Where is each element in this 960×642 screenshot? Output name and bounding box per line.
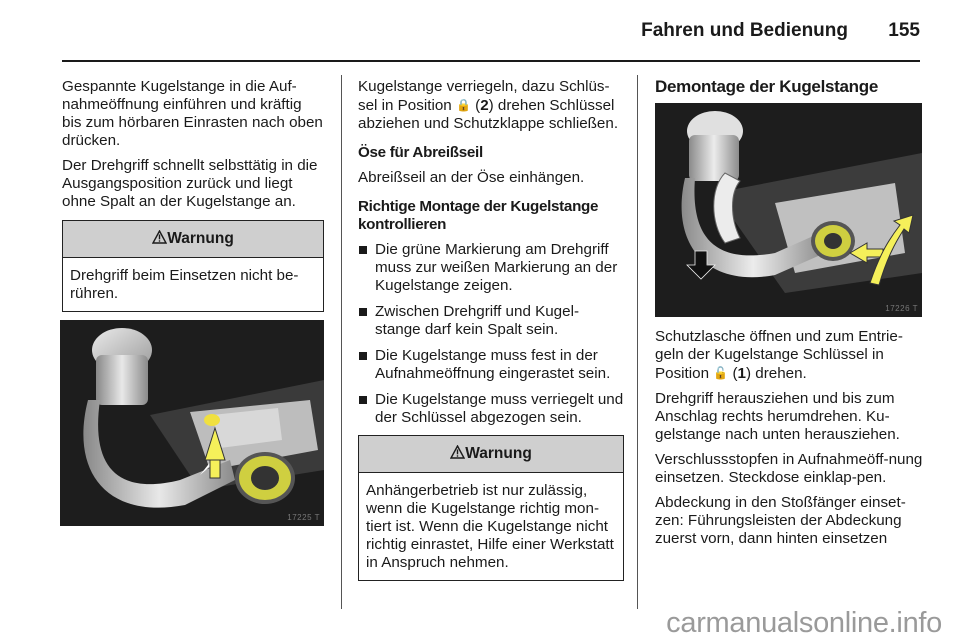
header-rule — [62, 60, 920, 62]
text-run: drehen. — [755, 365, 807, 382]
warning-box — [62, 220, 324, 312]
column-3 — [655, 78, 925, 96]
bullet — [359, 246, 367, 254]
column-divider-1 — [341, 75, 342, 609]
column-1 — [62, 78, 324, 312]
warning-triangle-icon — [450, 445, 465, 459]
list-item — [358, 303, 624, 339]
list-item — [358, 347, 624, 383]
bullet — [359, 308, 367, 316]
text-run: Schutzlasche öffnen und zum Entrie-geln der Kugelstange Schlüssel in Position — [655, 328, 903, 382]
paragraph: Kugelstange verriegeln, dazu Schlüs-sel in Position 🔒 (2) drehen Schlüssel abziehen und Schutzklappe schließen. — [358, 78, 619, 132]
figure-code: 17226 T — [885, 304, 918, 313]
list-item-text: Die Kugelstange muss verriegelt und der Schlüssel abgezogen sein. — [375, 391, 624, 426]
paragraph: Der Drehgriff schnellt selbsttätig in die Ausgangsposition zurück und liegt ohne Spalt an der Kugelstange an. — [62, 157, 318, 210]
warning-text: Anhängerbetrieb ist nur zulässig, wenn die Kugelstange richtig mon-tiert ist. Wenn die Kugelstange nicht richtig einrastet, Hilfe einer Werkstatt in Anspruch nehmen. — [366, 482, 614, 571]
page-header — [0, 0, 960, 60]
key-position: 1 — [737, 365, 746, 382]
warning-triangle-icon — [152, 230, 167, 244]
list-item — [358, 241, 624, 295]
column-2 — [358, 78, 624, 581]
bullet — [359, 396, 367, 404]
subheading: Öse für Abreißseil — [358, 144, 483, 161]
figure-insert-ball-bar — [60, 320, 324, 526]
list-item-text: Die grüne Markierung am Drehgriff muss zur weißen Markierung an der Kugelstange zeigen. — [375, 241, 618, 294]
warning-title: Warnung — [167, 230, 234, 247]
subheading: Richtige Montage der Kugelstange kontrollieren — [358, 198, 599, 233]
paragraph: Schutzlasche öffnen und zum Entrie-geln der Kugelstange Schlüssel in Position 🔓 (1) drehen. — [655, 328, 903, 382]
figure-code: 17225 T — [287, 513, 320, 522]
list-item — [358, 391, 624, 427]
section-heading: Demontage der Kugelstange — [655, 77, 878, 96]
paragraph: Verschlussstopfen in Aufnahmeöff-nung einsetzen. Steckdose einklap-pen. — [655, 451, 923, 486]
key-position: 2 — [480, 97, 489, 114]
paragraph: Abdeckung in den Stoßfänger einset-zen: Führungsleisten der Abdeckung zuerst vorn, dann hinten einsetzen — [655, 494, 906, 547]
paragraph: Abreißseil an der Öse einhängen. — [358, 169, 585, 186]
paragraph: Gespannte Kugelstange in die Auf-nahmeöffnung einführen und kräftig bis zum hörbaren Einrasten nach oben drücken. — [62, 78, 323, 149]
text-run: Kugelstange verriegeln, dazu Schlüs-sel in Position — [358, 78, 610, 114]
section-title: Fahren und Bedienung — [641, 20, 848, 41]
towbar-insert-illustration — [60, 320, 324, 526]
page-number: 155 — [888, 20, 920, 41]
list-item-text: Zwischen Drehgriff und Kugel-stange darf kein Spalt sein. — [375, 303, 580, 338]
bullet — [359, 352, 367, 360]
warning-header — [63, 221, 323, 258]
column-3-text — [655, 328, 925, 555]
watermark: carmanualsonline.info — [666, 607, 942, 639]
padlock-open-icon: 🔓 — [713, 366, 729, 380]
list-item-text: Die Kugelstange muss fest in der Aufnahmeöffnung eingerastet sein. — [375, 347, 611, 382]
padlock-closed-icon: 🔒 — [455, 98, 471, 112]
warning-box — [358, 435, 624, 581]
column-divider-2 — [637, 75, 638, 609]
check-list — [358, 241, 624, 427]
warning-header — [359, 436, 623, 473]
towbar-remove-illustration — [655, 103, 922, 317]
warning-text: Drehgriff beim Einsetzen nicht be-rühren. — [70, 267, 299, 302]
paragraph: Drehgriff herausziehen und bis zum Anschlag rechts herumdrehen. Ku-gelstange nach unten herausziehen. — [655, 390, 900, 443]
warning-title: Warnung — [465, 445, 532, 462]
text-run: drehen Schlüssel abziehen und Schutzklappe schließen. — [358, 97, 619, 132]
figure-remove-ball-bar — [655, 103, 922, 317]
